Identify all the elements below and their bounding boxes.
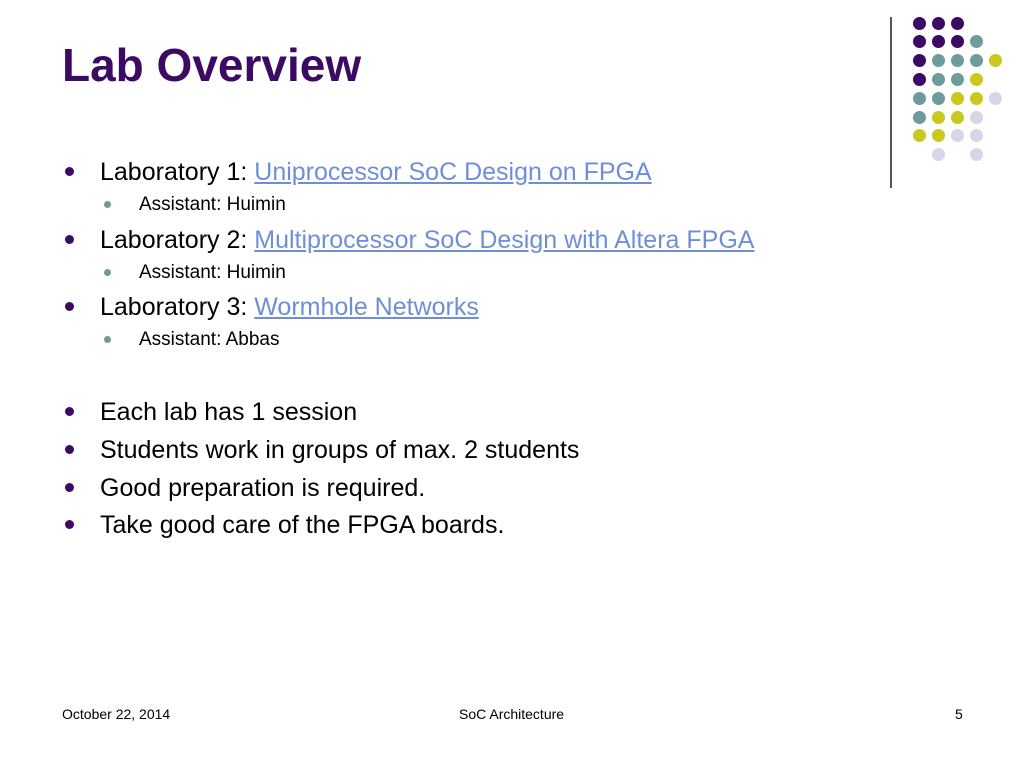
- decoration-dot: [970, 54, 983, 67]
- decoration-dot: [951, 17, 964, 30]
- decoration-dot: [970, 111, 983, 124]
- decoration-dot: [932, 129, 945, 142]
- lab-link[interactable]: Wormhole Networks: [254, 293, 479, 321]
- note-item: [100, 398, 357, 427]
- decoration-dot: [932, 35, 945, 48]
- lab-label: Laboratory 3:: [100, 293, 255, 321]
- decoration-dot: [913, 35, 926, 48]
- lab-label: Laboratory 1:: [100, 158, 255, 186]
- lab-item: [100, 158, 652, 187]
- assistant-text: Assistant: Huimin: [139, 262, 286, 283]
- note-item: [100, 474, 425, 503]
- note-text: Students work in groups of max. 2 students: [100, 436, 580, 464]
- footer-title: SoC Architecture: [459, 706, 565, 722]
- decoration-dot: [932, 17, 945, 30]
- note-text: Each lab has 1 session: [100, 398, 358, 426]
- bullet-dot-icon: [65, 445, 74, 454]
- lab-item: [100, 226, 754, 255]
- decoration-dot: [913, 111, 926, 124]
- sub-bullet-dot-icon: [104, 269, 111, 276]
- decoration-dot: [989, 54, 1002, 67]
- bullet-dot-icon: [65, 302, 74, 311]
- decoration-dot: [913, 17, 926, 30]
- page-number: 5: [955, 706, 963, 722]
- bullet-dot-icon: [65, 483, 74, 492]
- note-text: Take good care of the FPGA boards.: [100, 511, 505, 539]
- decoration-dot: [913, 129, 926, 142]
- decoration-dot: [970, 148, 983, 161]
- assistant-item: [139, 329, 279, 351]
- note-text: Good preparation is required.: [100, 474, 426, 502]
- bullet-dot-icon: [65, 520, 74, 529]
- decoration-dot: [970, 92, 983, 105]
- sub-bullet-dot-icon: [104, 336, 111, 343]
- decoration-dot: [951, 92, 964, 105]
- decoration-dot: [913, 92, 926, 105]
- lab-label: Laboratory 2:: [100, 226, 255, 254]
- decoration-dot: [932, 92, 945, 105]
- bullet-dot-icon: [65, 167, 74, 176]
- decoration-dot: [932, 148, 945, 161]
- decoration-dot: [913, 73, 926, 86]
- decoration-dot: [951, 35, 964, 48]
- slide-title: Lab Overview: [62, 39, 362, 91]
- decoration-dot: [932, 73, 945, 86]
- bullet-dot-icon: [65, 235, 74, 244]
- lab-link[interactable]: Uniprocessor SoC Design on FPGA: [254, 158, 652, 186]
- decoration-dot: [951, 129, 964, 142]
- lab-item: [100, 293, 479, 322]
- bullet-dot-icon: [65, 407, 74, 416]
- decoration-dot: [932, 111, 945, 124]
- vertical-divider: [890, 17, 892, 188]
- assistant-item: [139, 194, 286, 216]
- note-item: [100, 511, 504, 540]
- note-item: [100, 436, 579, 465]
- decoration-dot: [951, 54, 964, 67]
- decoration-dot: [913, 54, 926, 67]
- decoration-dot: [932, 54, 945, 67]
- assistant-text: Assistant: Abbas: [139, 329, 280, 350]
- decoration-dot: [951, 73, 964, 86]
- decoration-dot: [970, 129, 983, 142]
- sub-bullet-dot-icon: [104, 201, 111, 208]
- footer-date: October 22, 2014: [62, 706, 171, 722]
- decoration-dot: [951, 111, 964, 124]
- decoration-dot: [989, 92, 1002, 105]
- decoration-dot: [970, 73, 983, 86]
- decoration-dot: [970, 35, 983, 48]
- assistant-text: Assistant: Huimin: [139, 194, 286, 215]
- assistant-item: [139, 262, 286, 284]
- lab-link[interactable]: Multiprocessor SoC Design with Altera FPGA: [254, 226, 755, 254]
